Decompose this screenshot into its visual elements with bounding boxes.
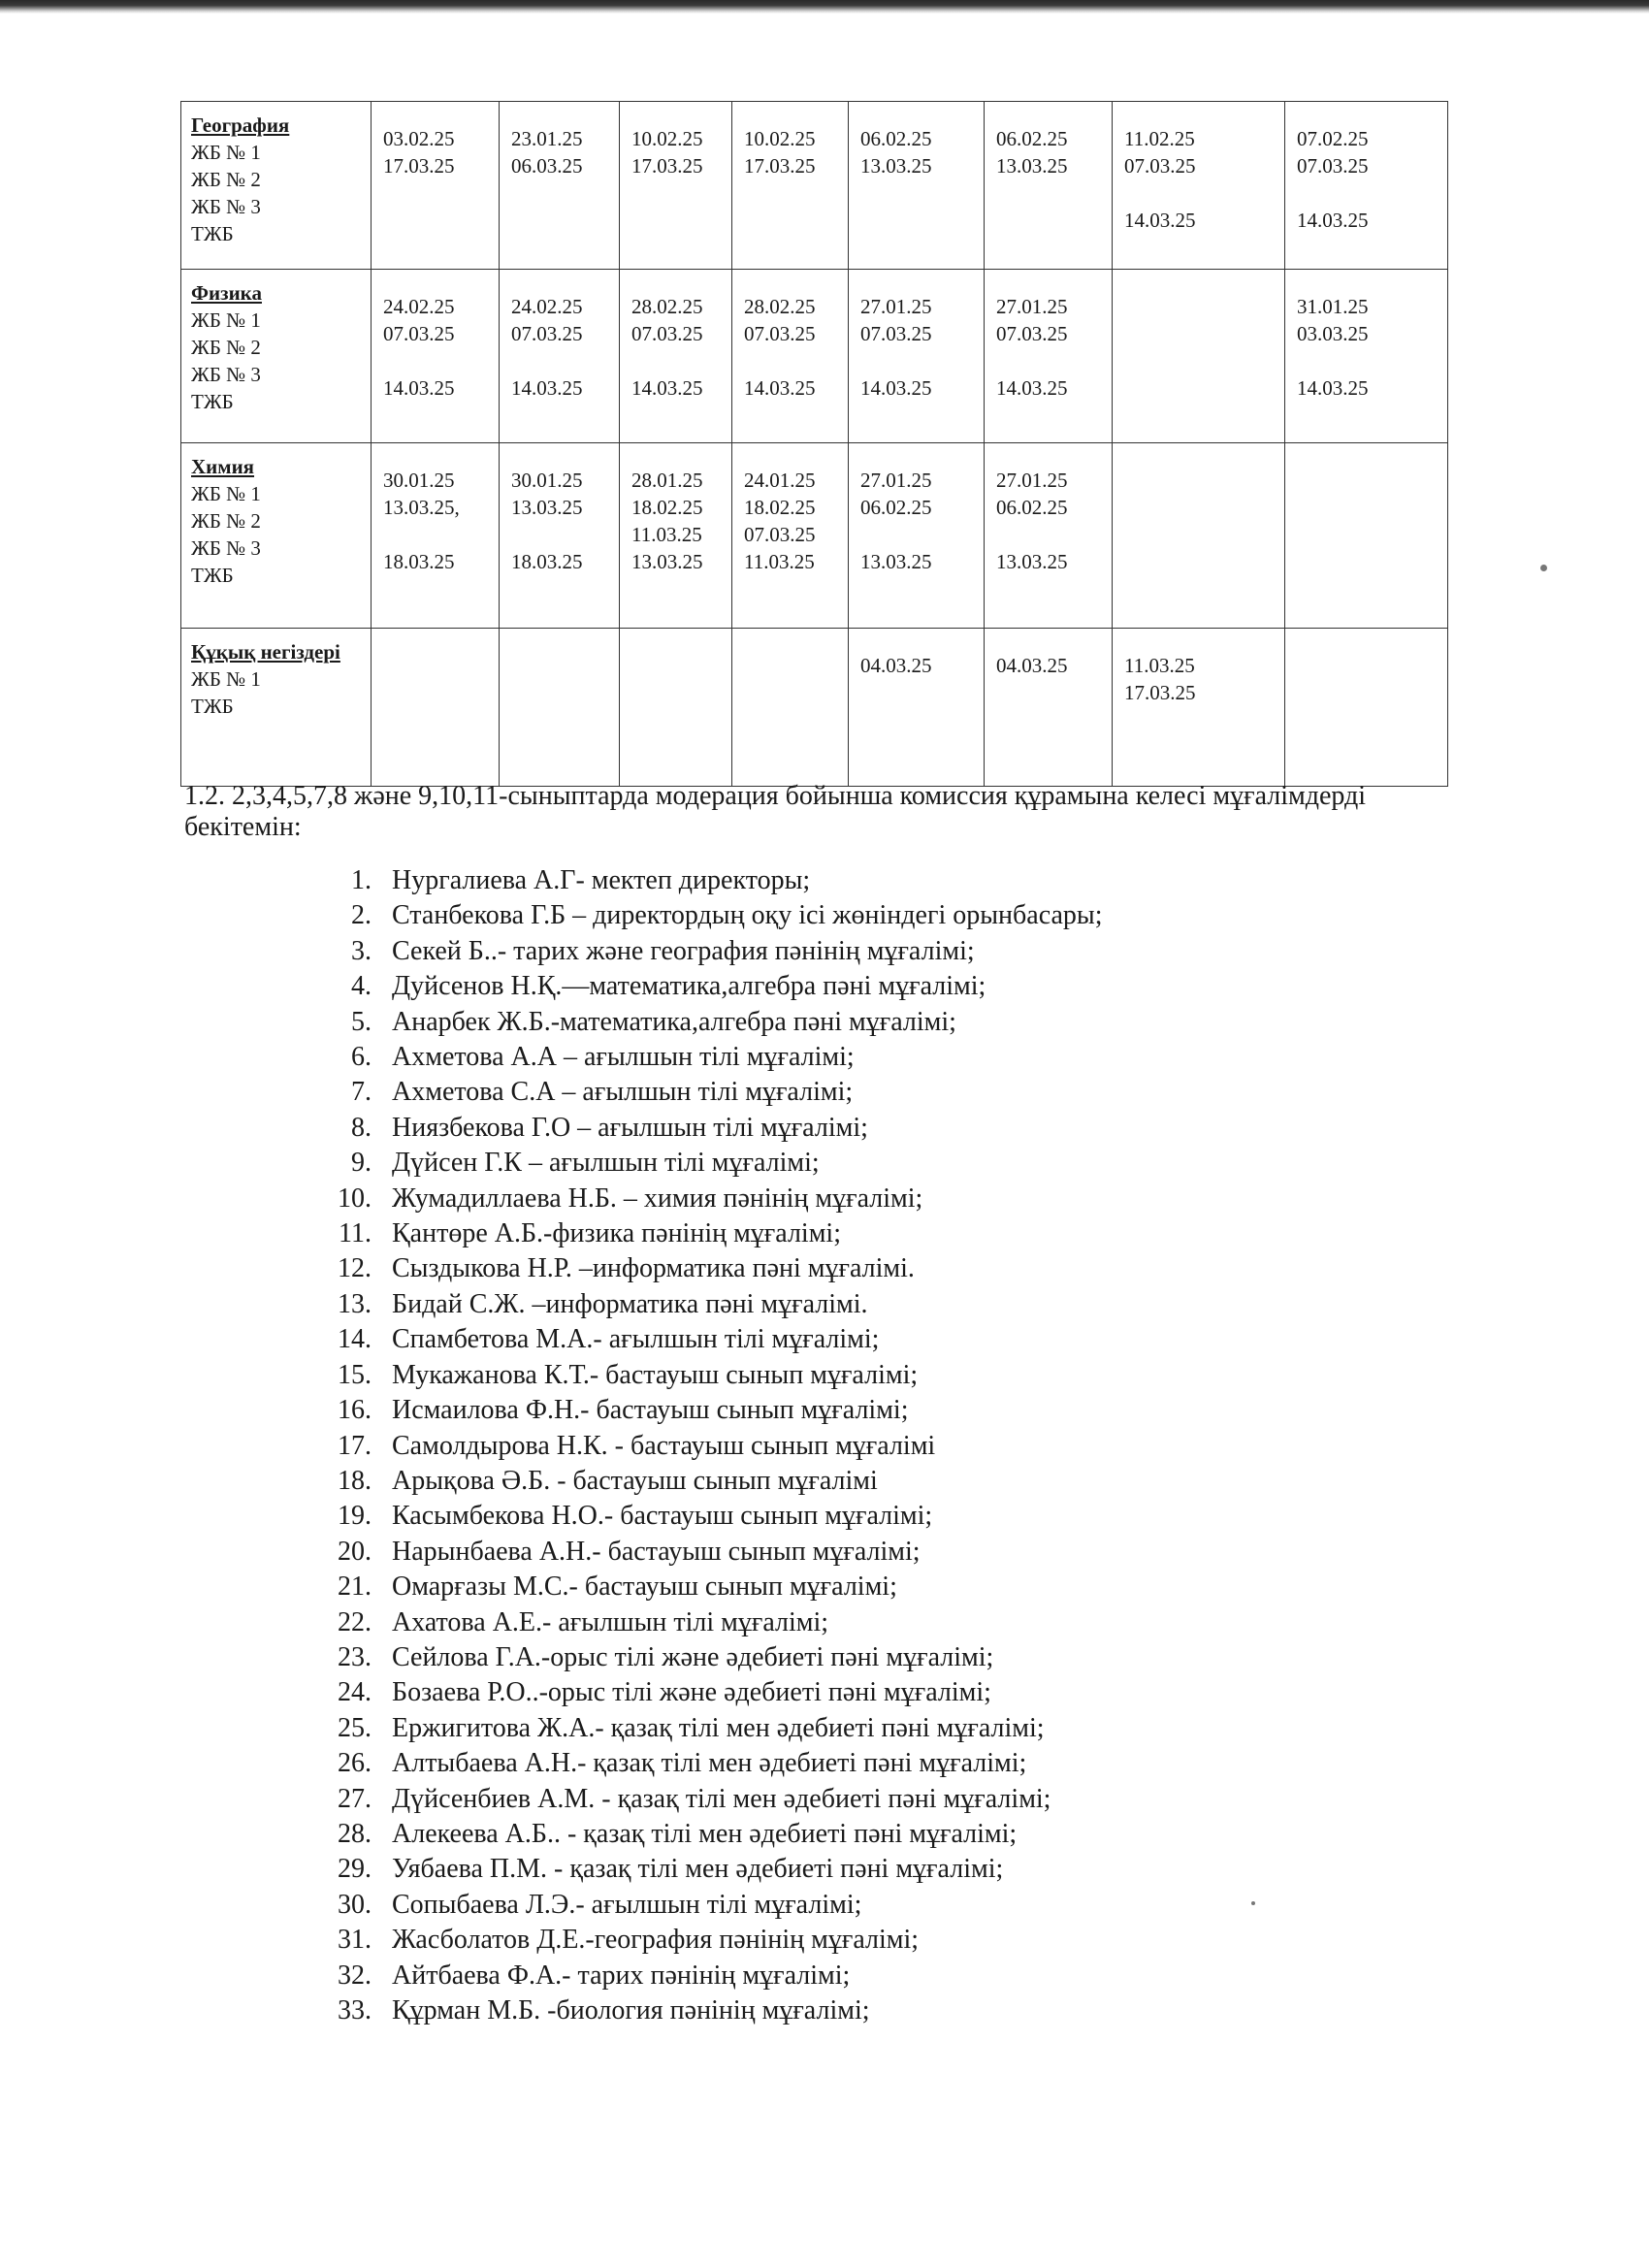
date-cell: [1285, 629, 1448, 787]
assessment-date: 13.03.25: [860, 550, 932, 573]
date-cell: [985, 102, 1113, 270]
assessment-date: 03.02.25: [383, 127, 455, 150]
assessment-date: 07.03.25: [383, 322, 455, 345]
list-item: 12. Сыздыкова Н.Р. –информатика пәні мұғалімі.: [378, 1251, 1465, 1286]
assessment-date: 06.03.25: [511, 154, 583, 178]
list-item: 16. Исмаилова Ф.Н.- бастауыш сынып мұғалімі;: [378, 1393, 1465, 1428]
subject-cell: [181, 443, 372, 629]
table-row: [181, 102, 1448, 270]
assessment-date: 17.03.25: [631, 154, 703, 178]
assessment-date: 18.02.25: [631, 496, 703, 519]
assessment-type-label: ЖБ № 2: [191, 168, 261, 191]
list-item: 8. Ниязбекова Г.О – ағылшын тілі мұғалімі;: [378, 1111, 1465, 1146]
date-cell: [1113, 102, 1285, 270]
assessment-type-label: ЖБ № 2: [191, 509, 261, 533]
subject-name: Физика: [191, 281, 262, 305]
assessment-date: 11.03.25: [744, 550, 815, 573]
scan-speck: [1251, 1901, 1255, 1905]
assessment-date: 17.03.25: [1124, 681, 1196, 704]
list-item: 2. Станбекова Г.Б – директордың оқу ісі жөніндегі орынбасары;: [378, 898, 1465, 933]
date-cell: [620, 270, 732, 443]
assessment-date: 14.03.25: [383, 376, 455, 400]
assessment-type-label: ЖБ № 1: [191, 308, 261, 332]
assessment-date: 06.02.25: [996, 496, 1068, 519]
date-cell: [500, 443, 620, 629]
date-cell: [372, 270, 500, 443]
list-item: 24. Бозаева Р.О..-орыс тілі және әдебиеті пәні мұғалімі;: [378, 1675, 1465, 1710]
assessment-date: 06.02.25: [996, 127, 1068, 150]
list-item: 19. Касымбекова Н.О.- бастауыш сынып мұғалімі;: [378, 1499, 1465, 1534]
assessment-date: 06.02.25: [860, 127, 932, 150]
assessment-date: 14.03.25: [860, 376, 932, 400]
assessment-date: 24.02.25: [511, 295, 583, 318]
assessment-date: 07.03.25: [1124, 154, 1196, 178]
list-item: 27. Дүйсенбиев А.М. - қазақ тілі мен әдебиеті пәні мұғалімі;: [378, 1782, 1465, 1817]
assessment-date: 17.03.25: [383, 154, 455, 178]
date-cell: [372, 102, 500, 270]
subject-cell: [181, 270, 372, 443]
assessment-date: 18.02.25: [744, 496, 816, 519]
list-item: 18. Арықова Ә.Б. - бастауыш сынып мұғалімі: [378, 1464, 1465, 1499]
date-cell: [985, 443, 1113, 629]
assessment-date: [996, 521, 1102, 548]
date-cell: [985, 270, 1113, 443]
assessment-date: [996, 347, 1102, 374]
date-cell: [372, 443, 500, 629]
scan-speck: [1540, 565, 1547, 571]
commission-members-list: [351, 863, 1465, 2028]
list-item: 31. Жасболатов Д.Е.-география пәнінің мұғалімі;: [378, 1923, 1465, 1958]
assessment-date: 13.03.25,: [383, 496, 460, 519]
assessment-date: 14.03.25: [1124, 209, 1196, 232]
assessment-date: 27.01.25: [996, 295, 1068, 318]
assessment-date: [383, 521, 489, 548]
assessment-date: 27.01.25: [860, 295, 932, 318]
assessment-date: 07.02.25: [1297, 127, 1369, 150]
date-cell: [849, 629, 985, 787]
list-item: 9. Дүйсен Г.К – ағылшын тілі мұғалімі;: [378, 1146, 1465, 1181]
list-item: 3. Секей Б..- тарих және география пәнінің мұғалімі;: [378, 934, 1465, 969]
list-item: 17. Самолдырова Н.К. - бастауыш сынып мұғалімі: [378, 1429, 1465, 1464]
assessment-date: [511, 347, 609, 374]
date-cell: [620, 629, 732, 787]
date-cell: [1113, 270, 1285, 443]
date-cell: [732, 629, 849, 787]
assessment-date: 30.01.25: [511, 469, 583, 492]
assessment-date: 13.03.25: [996, 550, 1068, 573]
date-cell: [985, 629, 1113, 787]
scan-top-edge: [0, 0, 1649, 14]
assessment-type-label: ЖБ № 3: [191, 195, 261, 218]
list-item: 13. Бидай С.Ж. –информатика пәні мұғалімі.: [378, 1287, 1465, 1322]
date-cell: [372, 629, 500, 787]
assessment-date: 27.01.25: [860, 469, 932, 492]
assessment-date: 14.03.25: [511, 376, 583, 400]
assessment-date: [1297, 347, 1438, 374]
list-item: 25. Ержигитова Ж.А.- қазақ тілі мен әдебиеті пәні мұғалімі;: [378, 1711, 1465, 1746]
date-cell: [849, 102, 985, 270]
list-item: 32. Айтбаева Ф.А.- тарих пәнінің мұғалімі;: [378, 1959, 1465, 1993]
list-item: 20. Нарынбаева А.Н.- бастауыш сынып мұғалімі;: [378, 1535, 1465, 1570]
assessment-type-label: ЖБ № 3: [191, 536, 261, 560]
assessment-date: 14.03.25: [1297, 209, 1369, 232]
assessment-date: 14.03.25: [1297, 376, 1369, 400]
subject-name: Химия: [191, 455, 255, 478]
assessment-date: 11.03.25: [1124, 654, 1195, 677]
date-cell: [732, 270, 849, 443]
assessment-date: [1124, 179, 1275, 207]
date-cell: [620, 443, 732, 629]
assessment-date: 18.03.25: [511, 550, 583, 573]
assessment-date: 07.03.25: [996, 322, 1068, 345]
assessment-type-label: ТЖБ: [191, 390, 234, 413]
list-item: 21. Омарғазы М.С.- бастауыш сынып мұғалімі;: [378, 1570, 1465, 1604]
assessment-date: 31.01.25: [1297, 295, 1369, 318]
assessment-type-label: ЖБ № 3: [191, 363, 261, 386]
date-cell: [1285, 270, 1448, 443]
assessment-date: [744, 347, 838, 374]
assessment-type-label: ТЖБ: [191, 222, 234, 245]
list-item: 5. Анарбек Ж.Б.-математика,алгебра пәні мұғалімі;: [378, 1005, 1465, 1040]
table-row: [181, 443, 1448, 629]
date-cell: [620, 102, 732, 270]
list-item: 15. Мукажанова К.Т.- бастауыш сынып мұғалімі;: [378, 1358, 1465, 1393]
assessment-date: 13.03.25: [996, 154, 1068, 178]
assessment-date: 06.02.25: [860, 496, 932, 519]
list-item: 30. Сопыбаева Л.Э.- ағылшын тілі мұғалімі;: [378, 1888, 1465, 1923]
date-cell: [849, 270, 985, 443]
assessment-date: 07.03.25: [631, 322, 703, 345]
list-item: 7. Ахметова С.А – ағылшын тілі мұғалімі;: [378, 1075, 1465, 1110]
assessment-type-label: ТЖБ: [191, 695, 234, 718]
assessment-type-label: ЖБ № 1: [191, 482, 261, 505]
date-cell: [732, 443, 849, 629]
assessment-date: [860, 521, 974, 548]
list-item: 23. Сейлова Г.А.-орыс тілі және әдебиеті пәні мұғалімі;: [378, 1640, 1465, 1675]
assessment-type-label: ЖБ № 1: [191, 141, 261, 164]
list-item: 10. Жумадиллаева Н.Б. – химия пәнінің мұғалімі;: [378, 1182, 1465, 1216]
assessment-date: 24.01.25: [744, 469, 816, 492]
assessment-date: 07.03.25: [860, 322, 932, 345]
decision-paragraph: 1.2. 2,3,4,5,7,8 және 9,10,11-сыныптарда модерация бойынша комиссия құрамына келесі мұғалімдерді бекітемін:: [184, 781, 1367, 842]
assessment-date: 13.03.25: [511, 496, 583, 519]
date-cell: [1285, 102, 1448, 270]
assessment-date: 14.03.25: [744, 376, 816, 400]
assessment-date: 24.02.25: [383, 295, 455, 318]
assessment-date: 30.01.25: [383, 469, 455, 492]
assessment-date: 28.02.25: [631, 295, 703, 318]
assessment-type-label: ТЖБ: [191, 564, 234, 587]
date-cell: [1113, 443, 1285, 629]
date-cell: [500, 102, 620, 270]
assessment-date: 07.03.25: [1297, 154, 1369, 178]
assessment-date: 10.02.25: [631, 127, 703, 150]
list-item: 22. Ахатова А.Е.- ағылшын тілі мұғалімі;: [378, 1605, 1465, 1640]
assessment-date: 10.02.25: [744, 127, 816, 150]
table-row: [181, 270, 1448, 443]
subject-cell: [181, 102, 372, 270]
date-cell: [732, 102, 849, 270]
assessment-type-label: ЖБ № 1: [191, 667, 261, 691]
assessment-schedule-table: [180, 101, 1448, 787]
assessment-date: [1297, 179, 1438, 207]
date-cell: [1285, 443, 1448, 629]
assessment-date: 13.03.25: [631, 550, 703, 573]
assessment-date: 13.03.25: [860, 154, 932, 178]
assessment-date: [511, 521, 609, 548]
date-cell: [849, 443, 985, 629]
assessment-type-label: ЖБ № 2: [191, 336, 261, 359]
assessment-date: 11.03.25: [631, 523, 702, 546]
table-row: [181, 629, 1448, 787]
assessment-date: 28.02.25: [744, 295, 816, 318]
list-item: 26. Алтыбаева А.Н.- қазақ тілі мен әдебиеті пәні мұғалімі;: [378, 1746, 1465, 1781]
assessment-date: [860, 347, 974, 374]
list-item: 28. Алекеева А.Б.. - қазақ тілі мен әдебиеті пәні мұғалімі;: [378, 1817, 1465, 1852]
assessment-date: 14.03.25: [631, 376, 703, 400]
list-item: 33. Құрман М.Б. -биология пәнінің мұғалімі;: [378, 1993, 1465, 2028]
assessment-date: 04.03.25: [996, 654, 1068, 677]
list-item: 6. Ахметова А.А – ағылшын тілі мұғалімі;: [378, 1040, 1465, 1075]
assessment-date: 27.01.25: [996, 469, 1068, 492]
assessment-date: 14.03.25: [996, 376, 1068, 400]
subject-name: География: [191, 113, 290, 137]
assessment-date: 28.01.25: [631, 469, 703, 492]
date-cell: [500, 270, 620, 443]
list-item: 14. Спамбетова М.А.- ағылшын тілі мұғалімі;: [378, 1322, 1465, 1357]
assessment-date: 11.02.25: [1124, 127, 1195, 150]
assessment-date: 07.03.25: [511, 322, 583, 345]
assessment-date: [383, 347, 489, 374]
assessment-date: 07.03.25: [744, 322, 816, 345]
assessment-date: 23.01.25: [511, 127, 583, 150]
assessment-date: 17.03.25: [744, 154, 816, 178]
subject-name: Құқық негіздері: [191, 640, 340, 664]
date-cell: [1113, 629, 1285, 787]
assessment-date: 07.03.25: [744, 523, 816, 546]
date-cell: [500, 629, 620, 787]
list-item: 29. Уябаева П.М. - қазақ тілі мен әдебиеті пәні мұғалімі;: [378, 1852, 1465, 1887]
list-item: 1. Нургалиева А.Г- мектеп директоры;: [378, 863, 1465, 898]
assessment-date: [631, 347, 722, 374]
subject-cell: [181, 629, 372, 787]
assessment-date: 18.03.25: [383, 550, 455, 573]
list-item: 4. Дуйсенов Н.Қ.—математика,алгебра пәні мұғалімі;: [378, 969, 1465, 1004]
list-item: 11. Қантөре А.Б.-физика пәнінің мұғалімі;: [378, 1216, 1465, 1251]
assessment-date: 03.03.25: [1297, 322, 1369, 345]
assessment-date: 04.03.25: [860, 654, 932, 677]
